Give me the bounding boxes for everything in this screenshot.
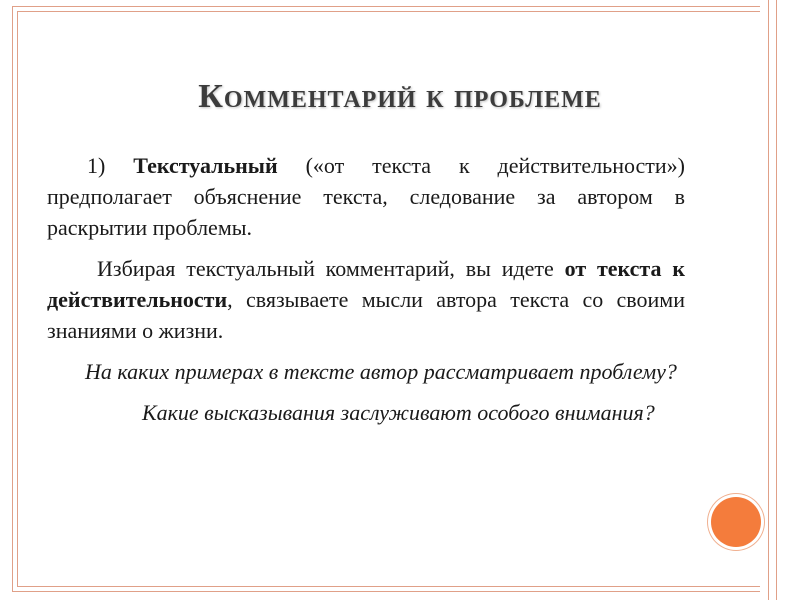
paragraph-choosing (47, 253, 685, 346)
paragraph-textual-rest: («от текста к действительности») предполагает объяснение текста, следование за автором в раскрытии проблемы. (47, 153, 686, 240)
right-decorative-band (760, 0, 788, 600)
emphasis-from-text: от текста к действительности (47, 256, 686, 312)
paragraph-textual (47, 150, 685, 243)
term-textual: Текстуальный (133, 153, 278, 178)
slide-body (47, 150, 685, 438)
slide-title: Комментарий к проблеме (198, 78, 602, 115)
question-examples: На каких примерах в тексте автор рассматривает проблему? (85, 359, 677, 384)
paragraph-choosing-lead: Избирая текстуальный комментарий, вы идете (97, 256, 554, 281)
question-statements: Какие высказывания заслуживают особого внимания? (142, 400, 655, 425)
orange-circle-decoration (711, 497, 761, 547)
paragraph-number: 1) (87, 153, 106, 178)
paragraph-choosing-rest: , связываете мысли автора текста со своими знаниями о жизни. (47, 287, 685, 343)
